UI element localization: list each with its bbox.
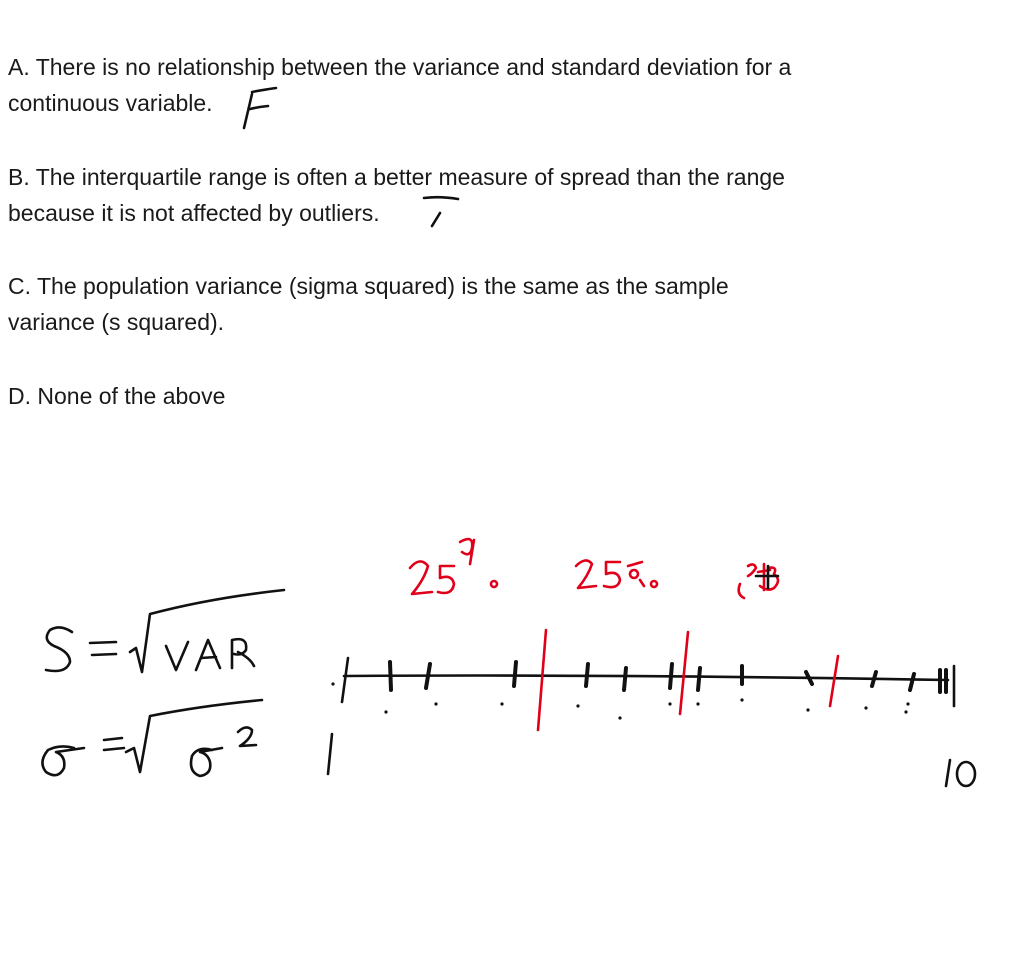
left-endpoint-label (328, 734, 332, 774)
statement-a-line-2: continuous variable. (8, 90, 213, 116)
statement-c-line-1: C. The population variance (sigma squared) is the same as the sample (8, 273, 729, 299)
handwritten-percent-1 (410, 539, 497, 594)
handwritten-formula-s (46, 590, 284, 672)
handwritten-formula-sigma (42, 700, 262, 776)
statement-d-line-1: D. None of the above (8, 383, 226, 409)
statement-a-line-1: A. There is no relationship between the variance and standard deviation for a (8, 54, 792, 80)
right-endpoint-label (946, 760, 975, 786)
statement-d (8, 378, 908, 414)
handwritten-percent-2 (576, 560, 657, 588)
quartile-markers (538, 630, 838, 730)
statement-c (8, 268, 908, 340)
statement-a (8, 49, 908, 121)
number-line (331, 658, 954, 720)
handwritten-percent-3 (739, 564, 778, 598)
statement-b-line-2: because it is not affected by outliers. (8, 200, 380, 226)
statement-b-line-1: B. The interquartile range is often a better measure of spread than the range (8, 164, 785, 190)
statement-c-line-2: variance (s squared). (8, 309, 225, 335)
statement-b (8, 159, 908, 231)
